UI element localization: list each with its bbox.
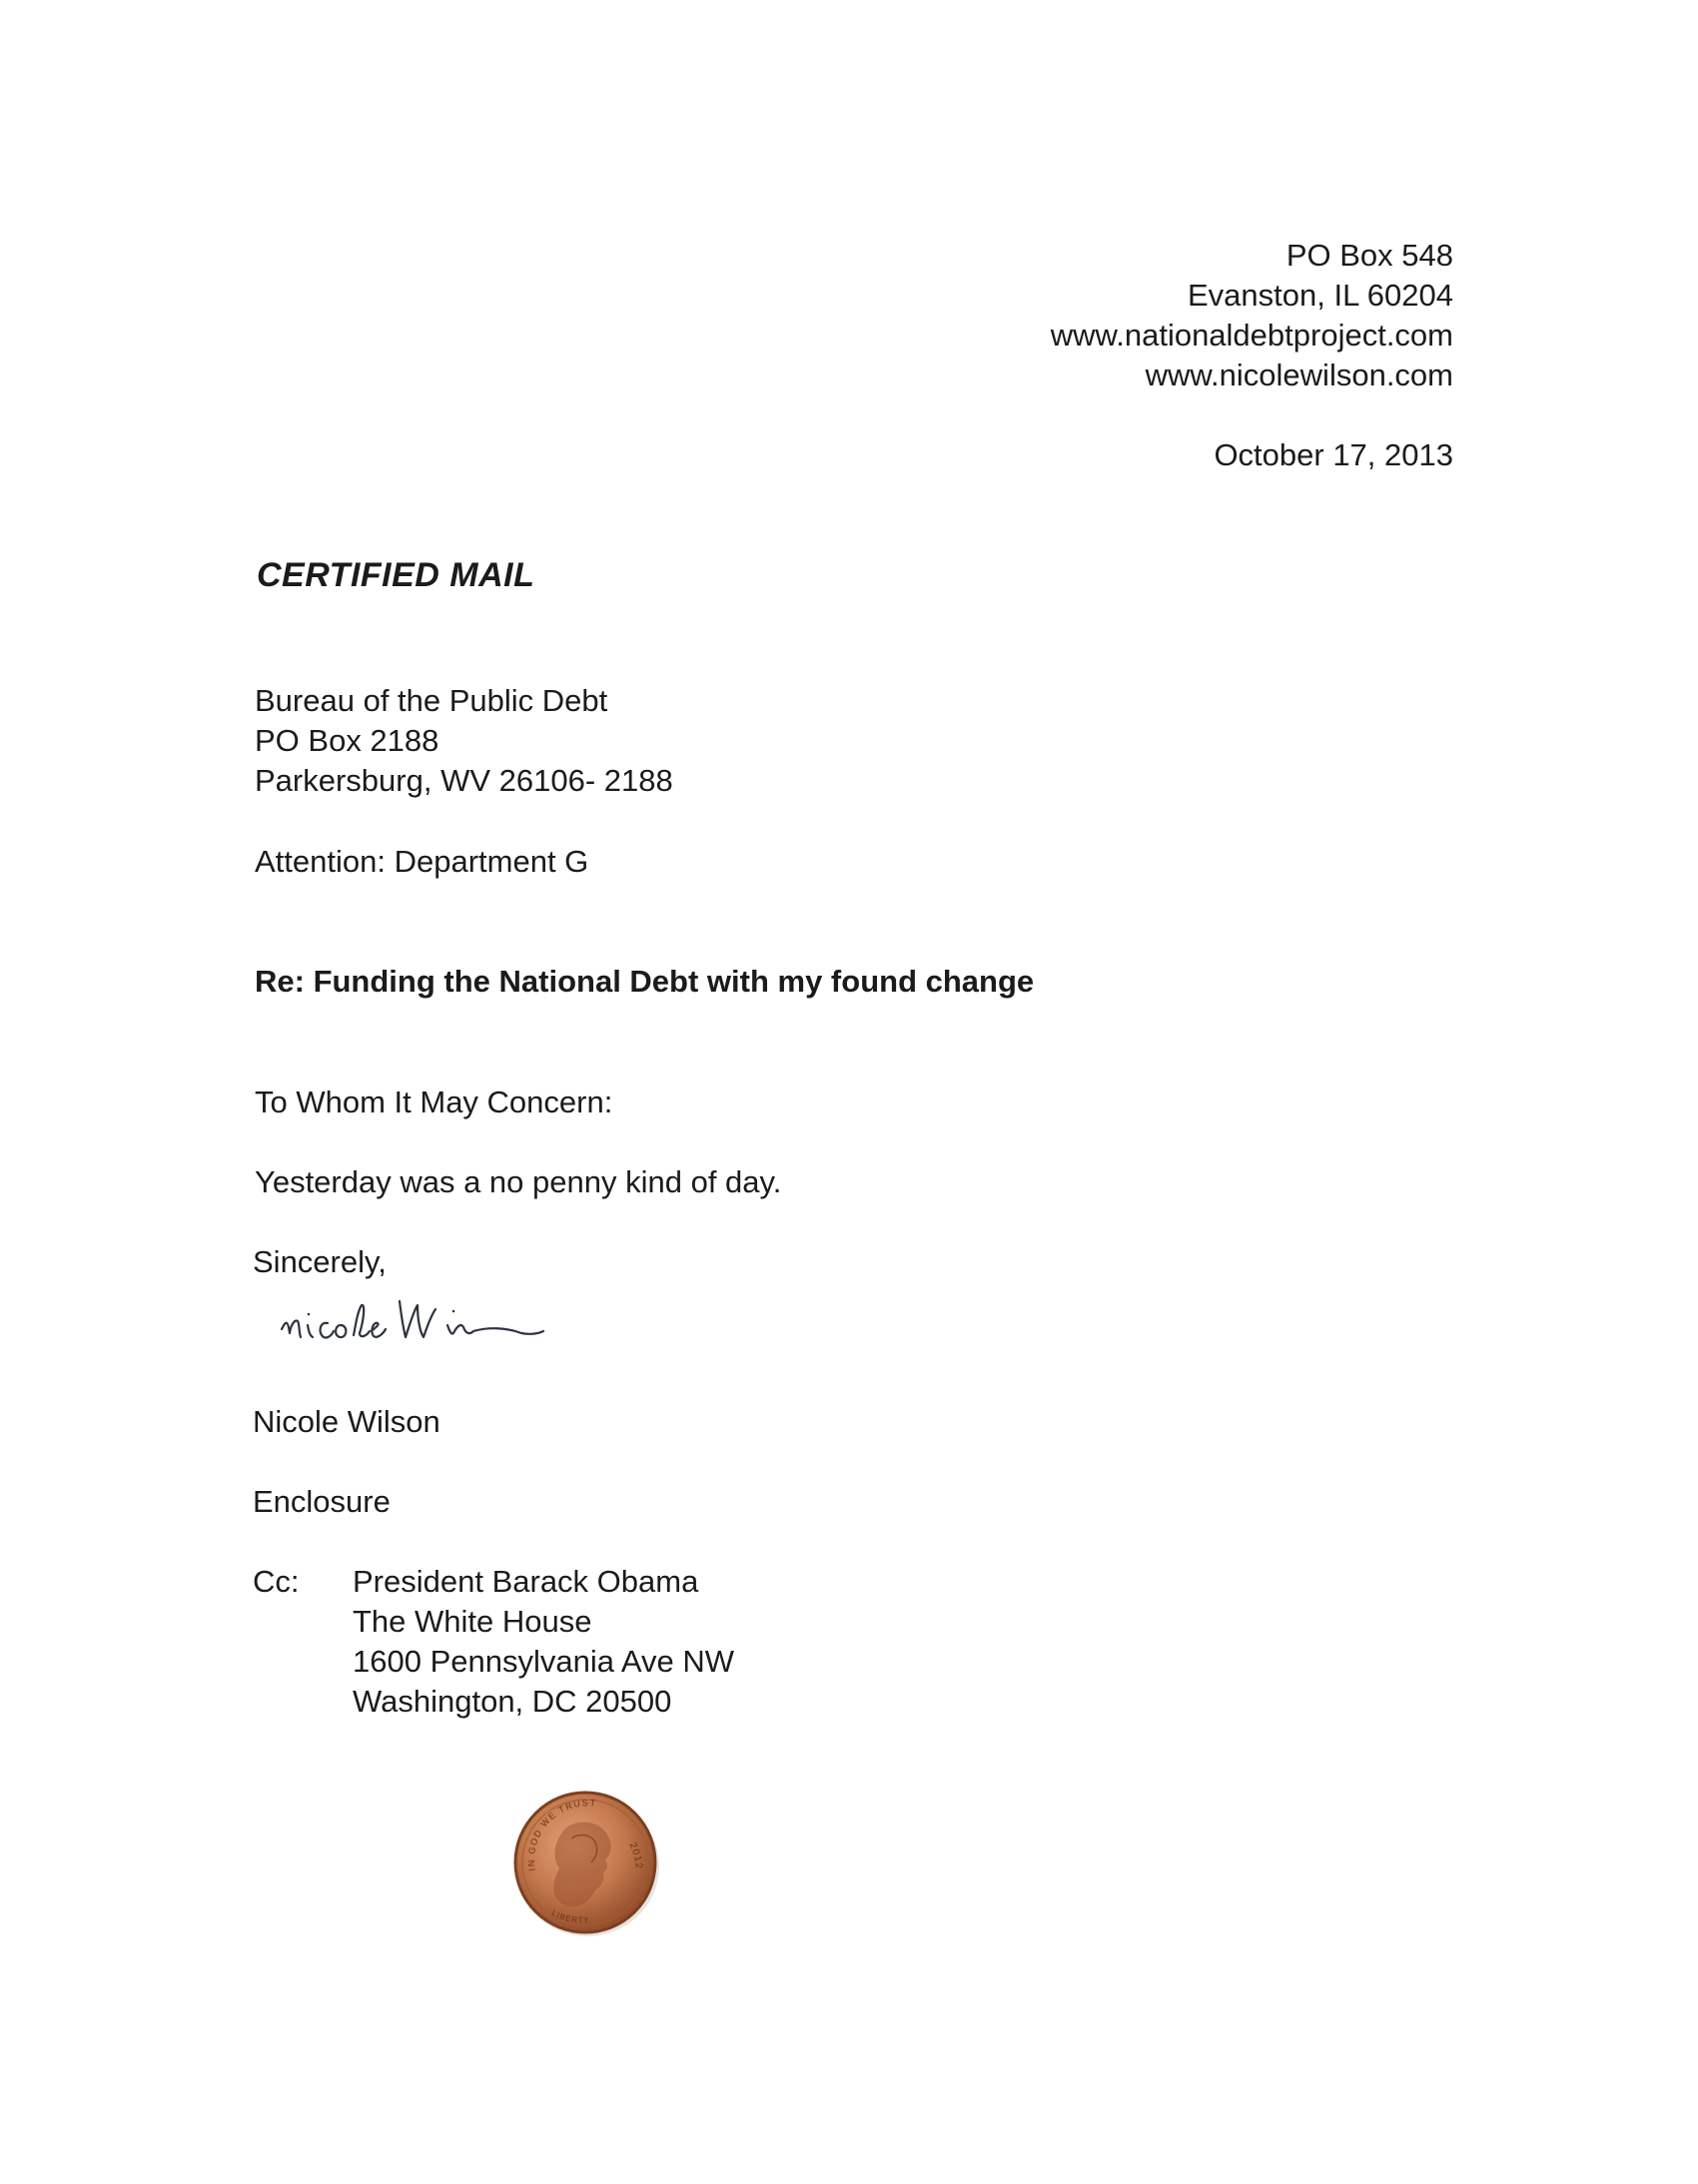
cc-label: Cc:	[253, 1564, 300, 1599]
letter-date: October 17, 2013	[1214, 437, 1453, 472]
signer-name: Nicole Wilson	[253, 1404, 440, 1439]
sender-website-line: www.nationaldebtproject.com	[1050, 318, 1453, 353]
cc-address-line: The White House	[353, 1604, 592, 1639]
penny-year: 2012	[626, 1840, 644, 1870]
sender-address-line: Evanston, IL 60204	[1188, 278, 1453, 313]
cc-address-line: Washington, DC 20500	[353, 1684, 672, 1719]
penny-motto: IN GOD WE TRUST	[525, 1798, 598, 1872]
closing: Sincerely,	[253, 1244, 387, 1279]
recipient-address	[255, 681, 673, 801]
cc-recipient-address	[353, 1562, 734, 1722]
certified-mail-heading: CERTIFIED MAIL	[257, 556, 535, 594]
enclosure-note: Enclosure	[253, 1484, 391, 1519]
recipient-address-line: Bureau of the Public Debt	[255, 683, 608, 718]
letter-body: Yesterday was a no penny kind of day.	[255, 1164, 782, 1199]
cc-address-line: 1600 Pennsylvania Ave NW	[353, 1644, 734, 1679]
penny-coin-icon	[507, 1783, 667, 1942]
penny-legend: LIBERTY	[549, 1907, 591, 1925]
attention-line: Attention: Department G	[255, 844, 589, 879]
sender-website-line: www.nicolewilson.com	[1145, 358, 1453, 392]
cc-address-line: President Barack Obama	[353, 1564, 699, 1599]
sender-address	[1051, 236, 1453, 395]
handwritten-signature-icon	[278, 1281, 637, 1361]
subject-line: Re: Funding the National Debt with my found change	[255, 964, 1035, 999]
recipient-address-line: PO Box 2188	[255, 723, 439, 758]
recipient-address-line: Parkersburg, WV 26106- 2188	[255, 763, 673, 798]
salutation: To Whom It May Concern:	[255, 1085, 613, 1119]
sender-address-line: PO Box 548	[1285, 238, 1453, 273]
